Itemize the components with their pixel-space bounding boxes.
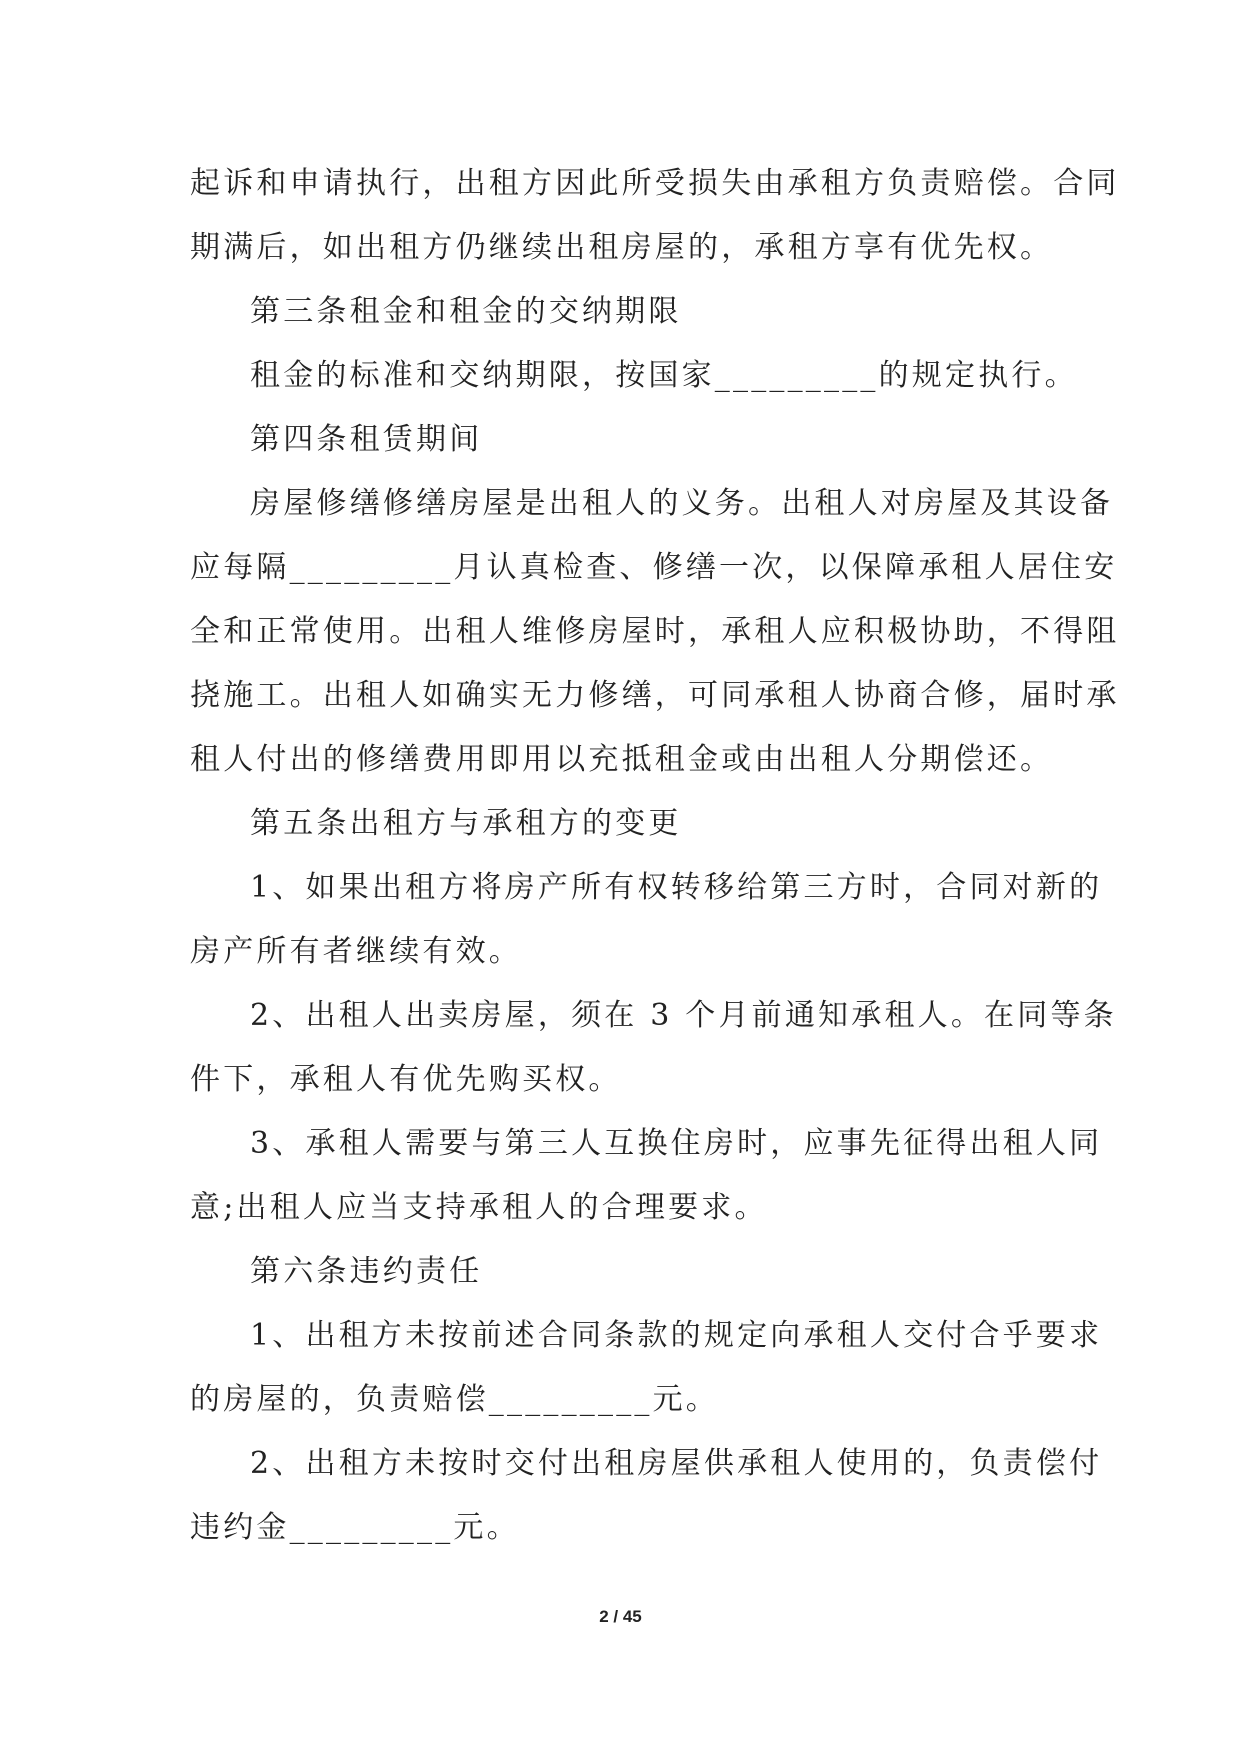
- paragraph-line: 件下，承租人有优先购买权。: [190, 1062, 622, 1097]
- paragraph-line: 3、承租人需要与第三人互换住房时，应事先征得出租人同: [250, 1126, 1103, 1161]
- paragraph-line: 违约金_________元。: [190, 1510, 520, 1545]
- article-heading: 第四条租赁期间: [250, 422, 483, 457]
- paragraph-line: 租人付出的修缮费用即用以充抵租金或由出租人分期偿还。: [190, 742, 1054, 777]
- article-heading: 第三条租金和租金的交纳期限: [250, 294, 682, 329]
- paragraph-line: 房屋修缮修缮房屋是出租人的义务。出租人对房屋及其设备: [250, 486, 1114, 521]
- paragraph-line: 1、如果出租方将房产所有权转移给第三方时，合同对新的: [250, 870, 1103, 905]
- paragraph-line: 全和正常使用。出租人维修房屋时，承租人应积极协助，不得阻: [190, 614, 1120, 649]
- article-heading: 第六条违约责任: [250, 1254, 483, 1289]
- document-body: [190, 152, 1120, 1560]
- paragraph-line: 意;出租人应当支持承租人的合理要求。: [190, 1190, 768, 1225]
- paragraph-line: 起诉和申请执行，出租方因此所受损失由承租方负责赔偿。合同: [190, 166, 1120, 201]
- paragraph-line: 房产所有者继续有效。: [190, 934, 522, 969]
- paragraph-line: 租金的标准和交纳期限，按国家_________的规定执行。: [250, 358, 1078, 393]
- paragraph-line: 2、出租方未按时交付出租房屋供承租人使用的，负责偿付: [250, 1446, 1103, 1481]
- paragraph-line: 2、出租人出卖房屋，须在 3 个月前通知承租人。在同等条: [250, 998, 1117, 1033]
- paragraph-line: 期满后，如出租方仍继续出租房屋的，承租方享有优先权。: [190, 230, 1054, 265]
- paragraph-line: 挠施工。出租人如确实无力修缮，可同承租人协商合修，届时承: [190, 678, 1120, 713]
- article-heading: 第五条出租方与承租方的变更: [250, 806, 682, 841]
- page-number: 2 / 45: [599, 1607, 642, 1626]
- paragraph-line: 应每隔_________月认真检查、修缮一次，以保障承租人居住安: [190, 550, 1118, 585]
- paragraph-line: 的房屋的，负责赔偿_________元。: [190, 1382, 719, 1417]
- paragraph-line: 1、出租方未按前述合同条款的规定向承租人交付合乎要求: [250, 1318, 1103, 1353]
